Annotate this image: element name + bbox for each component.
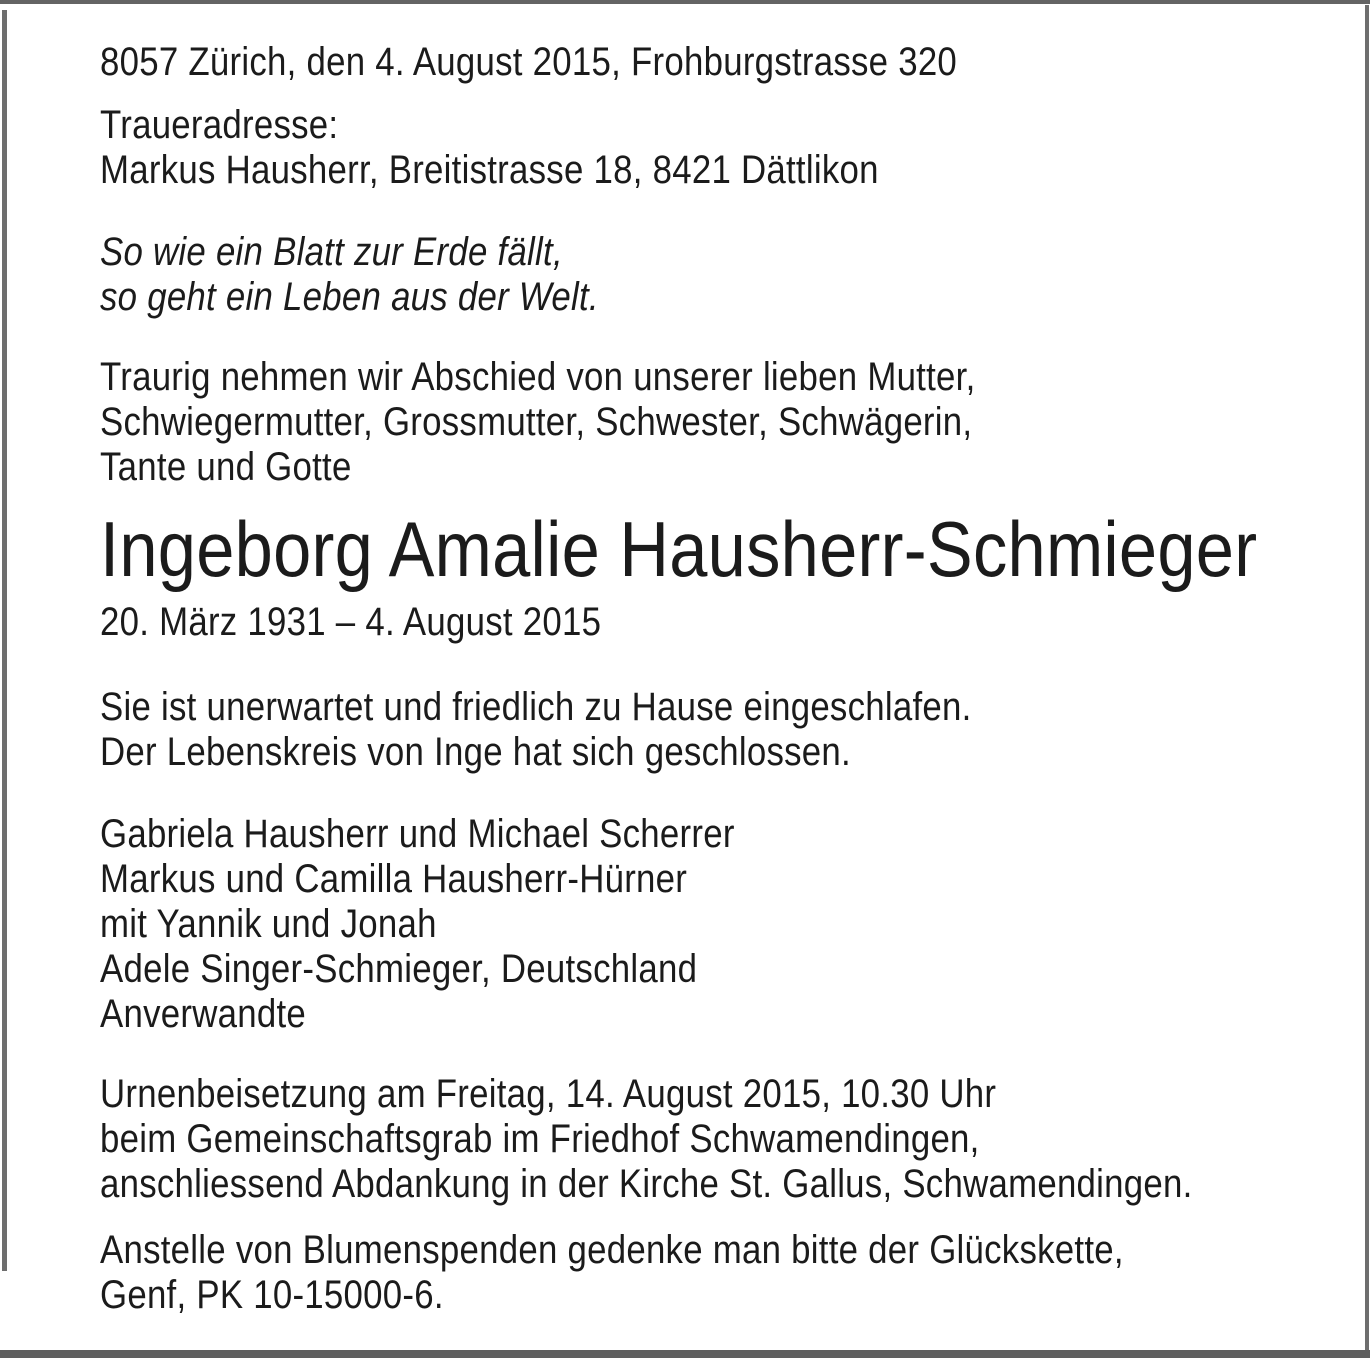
clipping-border-right: [1365, 5, 1369, 1350]
service-line-3: anschliessend Abdankung in der Kirche St. Gallus, Schwamendingen.: [100, 1162, 1193, 1206]
passing-block: [100, 685, 972, 775]
dateline: [100, 40, 957, 85]
farewell-block: [100, 355, 976, 490]
farewell-line-1: Traurig nehmen wir Abschied von unserer lieben Mutter,: [100, 355, 976, 399]
mourning-address-block: [100, 103, 879, 193]
donation-line-1: Anstelle von Blumenspenden gedenke man bitte der Glückskette,: [100, 1228, 1124, 1272]
mourners-list: [100, 812, 735, 1037]
life-dates: 20. März 1931 – 4. August 2015: [100, 600, 602, 644]
donation-block: [100, 1228, 1124, 1318]
farewell-line-2: Schwiegermutter, Grossmutter, Schwester, Schwägerin,: [100, 400, 973, 444]
mourner-name: Adele Singer-Schmieger, Deutschland: [100, 947, 698, 991]
mourner-name: mit Yannik und Jonah: [100, 902, 437, 946]
clipping-border-bottom: [0, 1350, 1370, 1358]
service-line-2: beim Gemeinschaftsgrab im Friedhof Schwamendingen,: [100, 1117, 980, 1161]
service-line-1: Urnenbeisetzung am Freitag, 14. August 2015, 10.30 Uhr: [100, 1072, 997, 1116]
mourner-name: Markus und Camilla Hausherr-Hürner: [100, 857, 688, 901]
dateline-text: 8057 Zürich, den 4. August 2015, Frohburgstrasse 320: [100, 40, 958, 84]
verse-block: [100, 230, 599, 320]
clipping-border-top: [0, 0, 1370, 4]
mourner-name: Gabriela Hausherr und Michael Scherrer: [100, 812, 735, 856]
passing-line-2: Der Lebenskreis von Inge hat sich geschlossen.: [100, 730, 851, 774]
service-block: [100, 1072, 1193, 1207]
verse-line-1: So wie ein Blatt zur Erde fällt,: [100, 230, 563, 274]
clipping-border-left: [2, 10, 7, 1271]
mourner-name: Anverwandte: [100, 992, 306, 1036]
verse-line-2: so geht ein Leben aus der Welt.: [100, 275, 599, 319]
deceased-name: Ingeborg Amalie Hausherr-Schmieger: [100, 505, 1258, 593]
mourning-address-label: Traueradresse:: [100, 103, 339, 147]
passing-line-1: Sie ist unerwartet und friedlich zu Hause eingeschlafen.: [100, 685, 972, 729]
mourning-address: Markus Hausherr, Breitistrasse 18, 8421 Dättlikon: [100, 148, 879, 192]
farewell-line-3: Tante und Gotte: [100, 445, 352, 489]
donation-line-2: Genf, PK 10-15000-6.: [100, 1273, 444, 1317]
